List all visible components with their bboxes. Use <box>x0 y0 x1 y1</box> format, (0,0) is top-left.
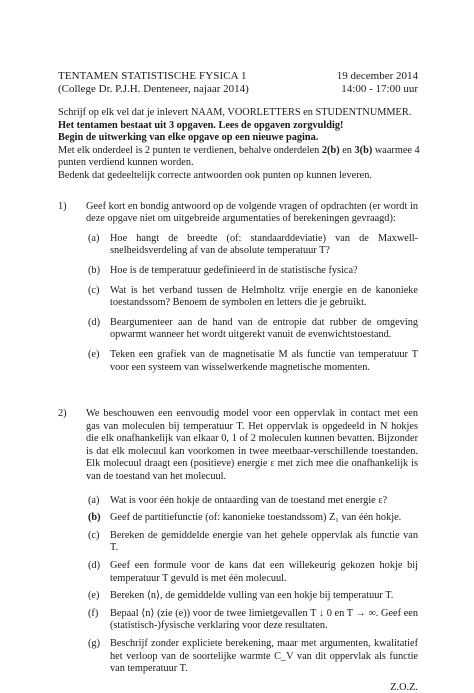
exam-date: 19 december 2014 <box>336 70 418 82</box>
question-item <box>88 529 418 555</box>
item-label: (a) <box>88 232 100 244</box>
header-row-1 <box>58 70 418 83</box>
item-label: (d) <box>88 560 101 572</box>
question-item <box>88 607 418 633</box>
question-number: 1) <box>58 200 67 212</box>
question-item <box>88 348 418 374</box>
item-text: Wat is het verband tussen de Helmholtz vrije energie en de kanonieke toestandssom? Benoem de symbolen en letters die je gebruikt. <box>110 284 418 309</box>
item-label: (a) <box>88 494 100 506</box>
item-text: Bereken de gemiddelde energie van het gehele oppervlak als functie van T. <box>110 529 418 554</box>
item-label: (b) <box>88 264 101 276</box>
question-item <box>88 232 418 258</box>
instruction-line: Het tentamen bestaat uit 3 opgaven. Lees de opgaven zorgvuldig! <box>58 119 344 131</box>
item-label: (b) <box>88 512 101 524</box>
item-text: Bepaal ⟨n⟩ (zie (e)) voor de twee limietgevallen T ↓ 0 en T → ∞. Geef een (statistisch-)fysische verklaring voor deze resultaten. <box>110 607 418 632</box>
instruction-line: Schrijf op elk vel dat je inlevert NAAM, VOORLETTERS en STUDENTNUMMER. <box>58 107 412 118</box>
question-item <box>88 284 418 310</box>
page-turn-note: Z.O.Z. <box>390 681 418 693</box>
instruction-line <box>58 145 418 158</box>
item-text: Hoe is de temperatuur gedefinieerd in de statistische fysica? <box>110 264 358 276</box>
question-text: Geef kort en bondig antwoord op de volgende vragen of opdrachten (er wordt in deze opgave niet om uitgebreide argumentaties of berekeningen gevraagd): <box>86 200 418 225</box>
question-item <box>88 638 418 676</box>
instruction-line: punten verdiend kunnen worden. <box>58 157 194 169</box>
item-label: (c) <box>88 284 100 296</box>
question-item <box>88 264 418 278</box>
item-text: Geef de partitiefunctie (of: kanonieke toestandssom) Z₁ van één hokje. <box>110 512 402 524</box>
instruction-text: en <box>339 144 355 156</box>
question-item <box>88 590 418 603</box>
question-2-items <box>58 495 418 676</box>
item-text: Beschrijf zonder expliciete berekening, maar met argumenten, kwalitatief het verloop van de soortelijke warmte C_V van dit oppervlak als functie van temperatuur T. <box>110 638 418 675</box>
item-label: (f) <box>88 607 99 619</box>
item-label: (g) <box>88 638 101 649</box>
question-item <box>88 316 418 342</box>
header-row-2 <box>58 83 418 96</box>
question-item <box>88 560 418 585</box>
question-item <box>88 512 418 525</box>
question-text: We beschouwen een eenvoudig model voor een oppervlak in contact met een gas van moleculen bij temperatuur T. Het oppervlak is opgedeeld in N hokjes die elk onafhankelijk van elkaar 0, 1 of 2 moleculen kunnen bevatten. Bijzonder is dat elk molecuul kan voorkomen in twee meetbaar-verschillende toestanden. Elk molecuul draagt een (positieve) energie ε met zich mee die onafhankelijk is van de toestand van het molecuul. <box>86 408 418 483</box>
item-label: (e) <box>88 348 100 360</box>
instruction-bold: 2(b) <box>321 144 340 156</box>
item-text: Wat is voor één hokje de ontaarding van de toestand met energie ε? <box>110 494 388 506</box>
instruction-bold: 3(b) <box>354 144 373 156</box>
course-info: (College Dr. P.J.H. Denteneer, najaar 2014) <box>58 83 249 95</box>
instruction-line: Bedenk dat gedeeltelijk correcte antwoorden ook punten op kunnen leveren. <box>58 169 372 181</box>
exam-title: TENTAMEN STATISTISCHE FYSICA 1 <box>58 70 247 82</box>
item-text: Hoe hangt de breedte (of: standaarddeviatie) van de Maxwell-snelheidsverdeling af van de absolute temperatuur T? <box>110 232 418 257</box>
item-label: (e) <box>88 590 100 602</box>
instructions <box>58 107 418 183</box>
item-text: Geef een formule voor de kans dat een willekeurig gekozen hokje bij temperatuur T gevuld is met één molecuul. <box>110 560 418 584</box>
instruction-line: Begin de uitwerking van elke opgave op een nieuwe pagina. <box>58 132 319 144</box>
instruction-text: Met elk onderdeel is 2 punten te verdienen, behalve onderdelen <box>58 144 322 156</box>
question-1-items <box>58 233 418 374</box>
question-number: 2) <box>58 408 67 420</box>
item-label: (c) <box>88 529 100 541</box>
item-text: Bereken ⟨n⟩, de gemiddelde vulling van een hokje bij temperatuur T. <box>110 590 394 602</box>
question-item <box>88 494 418 508</box>
instruction-text: waarmee 4 <box>372 144 420 156</box>
question-1 <box>58 201 418 375</box>
exam-time: 14:00 - 17:00 uur <box>341 83 418 95</box>
item-text: Teken een grafiek van de magnetisatie M als functie van temperatuur T voor een systeem van wisselwerkende magnetische momenten. <box>110 348 418 373</box>
item-text: Beargumenteer aan de hand van de entropie dat rubber de omgeving opwarmt wanneer het wordt uitgerekt vanuit de evenwichtstoestand. <box>110 316 418 341</box>
question-2 <box>58 408 418 676</box>
item-label: (d) <box>88 316 101 328</box>
